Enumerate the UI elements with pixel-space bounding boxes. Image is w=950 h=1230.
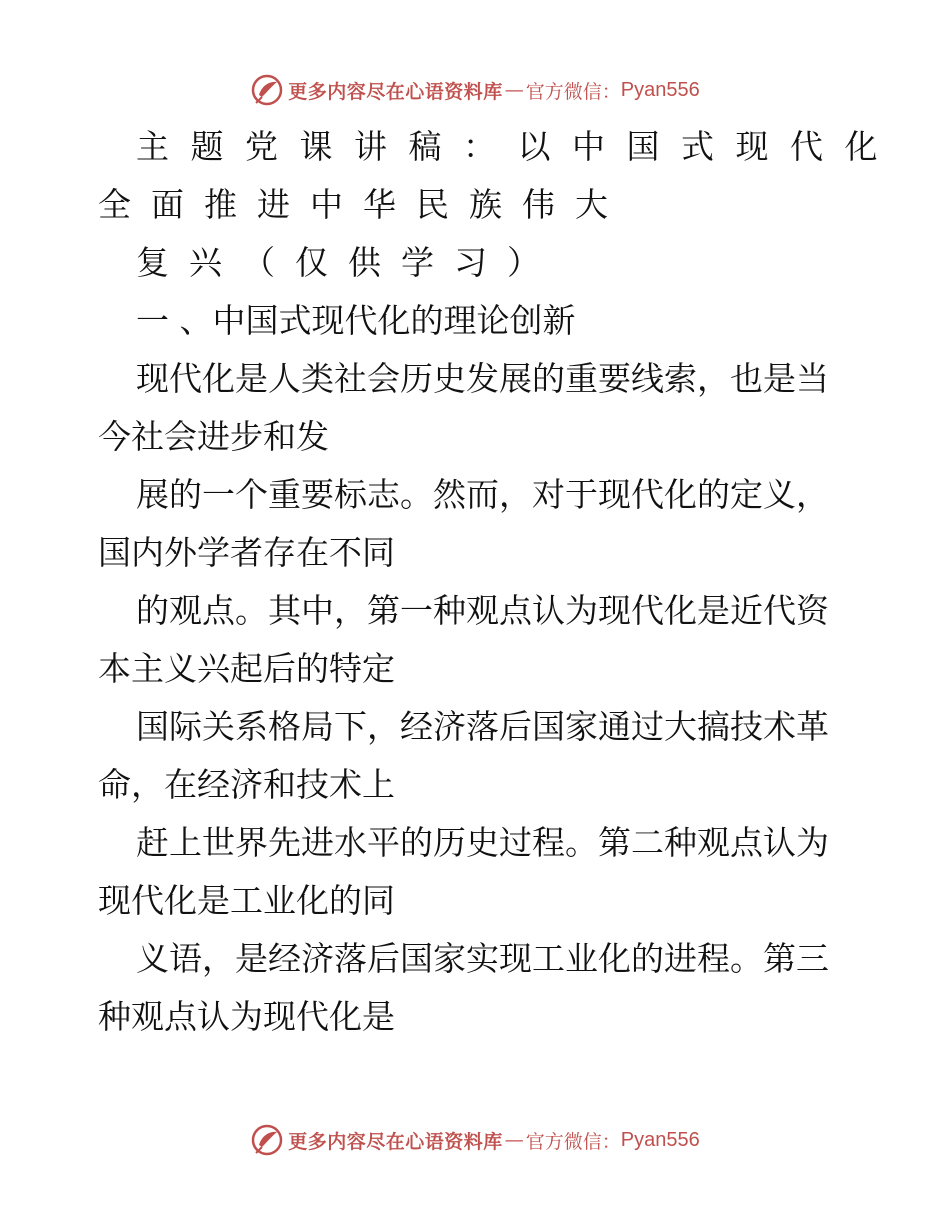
body-line-7: 国际关系格局下，经济落后国家通过大搞技术革 (136, 707, 829, 746)
section-heading: 一 、中国式现代化的理论创新 (136, 301, 576, 340)
logo-icon (250, 1123, 284, 1157)
body-line-4: 国内外学者存在不同 (98, 533, 395, 572)
body-line-9: 赶上世界先进水平的历史过程。第二种观点认为 (136, 823, 829, 862)
body-line-2: 今社会进步和发 (98, 417, 329, 456)
banner-text: 更多内容尽在心语资料库 (288, 1130, 503, 1153)
footer-banner (0, 1120, 950, 1160)
doc-title-line-3: 复兴（仅供学习） (136, 243, 560, 282)
doc-title-line-1: 主题党课讲稿：以中国式现代化 (136, 127, 899, 166)
banner-dash: — (504, 79, 524, 101)
header-banner (0, 70, 950, 110)
doc-title-line-2: 全面推进中华民族伟大 (98, 185, 628, 224)
banner-wechat-id: Pyan556 (620, 1128, 700, 1151)
body-line-11: 义语，是经济落后国家实现工业化的进程。第三 (136, 939, 829, 978)
banner-dash: — (504, 1129, 524, 1151)
body-line-12: 种观点认为现代化是 (98, 997, 395, 1036)
body-line-5: 的观点。其中，第一种观点认为现代化是近代资 (136, 591, 829, 630)
body-line-8: 命，在经济和技术上 (98, 765, 395, 804)
banner-wechat-id: Pyan556 (620, 78, 700, 101)
banner-wechat-label: 官方微信： (525, 80, 621, 103)
banner-text: 更多内容尽在心语资料库 (288, 80, 503, 103)
logo-icon (250, 73, 284, 107)
body-line-10: 现代化是工业化的同 (98, 881, 395, 920)
banner-wechat-label: 官方微信： (525, 1130, 621, 1153)
body-line-1: 现代化是人类社会历史发展的重要线索，也是当 (136, 359, 829, 398)
body-line-6: 本主义兴起后的特定 (98, 649, 395, 688)
body-line-3: 展的一个重要标志。然而，对于现代化的定义， (136, 475, 829, 514)
document-body (98, 118, 899, 1046)
